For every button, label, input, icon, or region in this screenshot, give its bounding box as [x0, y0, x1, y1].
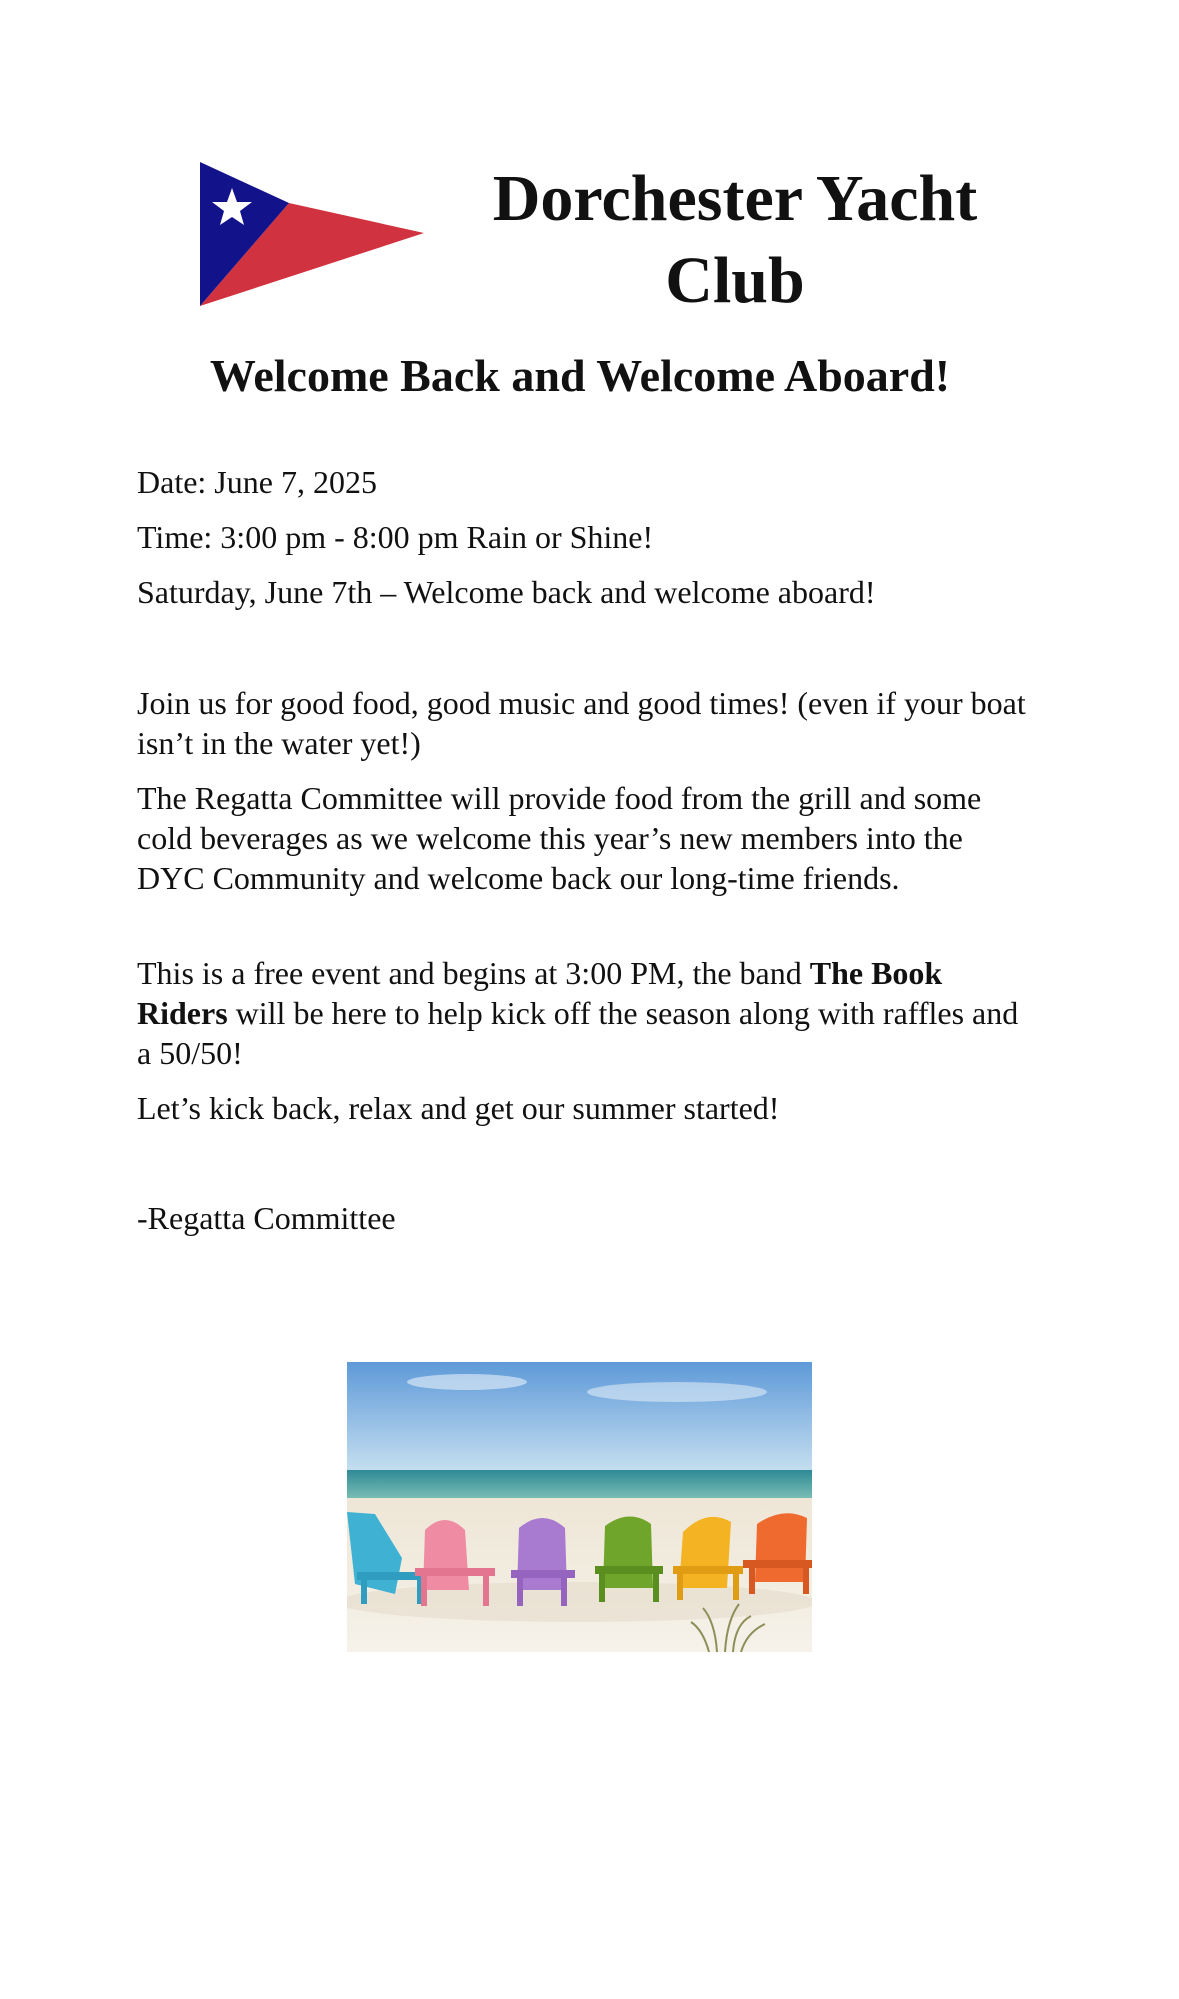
event-date: Date: June 7, 2025 — [137, 464, 377, 500]
band-name: The Book Riders — [137, 955, 943, 1031]
event-time: Time: 3:00 pm - 8:00 pm Rain or Shine! — [137, 519, 654, 555]
paragraph-regatta: The Regatta Committee will provide food from the grill and some cold beverages as we welcome this year’s new members into the DYC Community and welcome back our long-time friends. — [137, 780, 982, 896]
signature: -Regatta Committee — [137, 1200, 396, 1236]
band-text-after: will be here to help kick off the season along with raffles and a 50/50! — [137, 995, 1019, 1071]
paragraph-intro: Join us for good food, good music and good times! (even if your boat isn’t in the water yet!) — [137, 685, 1026, 761]
burgee-flag-icon — [198, 162, 424, 308]
event-tagline: Saturday, June 7th – Welcome back and welcome aboard! — [137, 574, 876, 610]
paragraph-closing: Let’s kick back, relax and get our summer started! — [137, 1090, 780, 1126]
beach-chairs-photo — [347, 1362, 812, 1652]
paragraph-band — [137, 953, 1037, 1073]
club-title: Dorchester Yacht Club — [492, 162, 978, 317]
band-text-before: This is a free event and begins at 3:00 PM, the band — [137, 955, 810, 991]
headline: Welcome Back and Welcome Aboard! — [209, 350, 951, 401]
